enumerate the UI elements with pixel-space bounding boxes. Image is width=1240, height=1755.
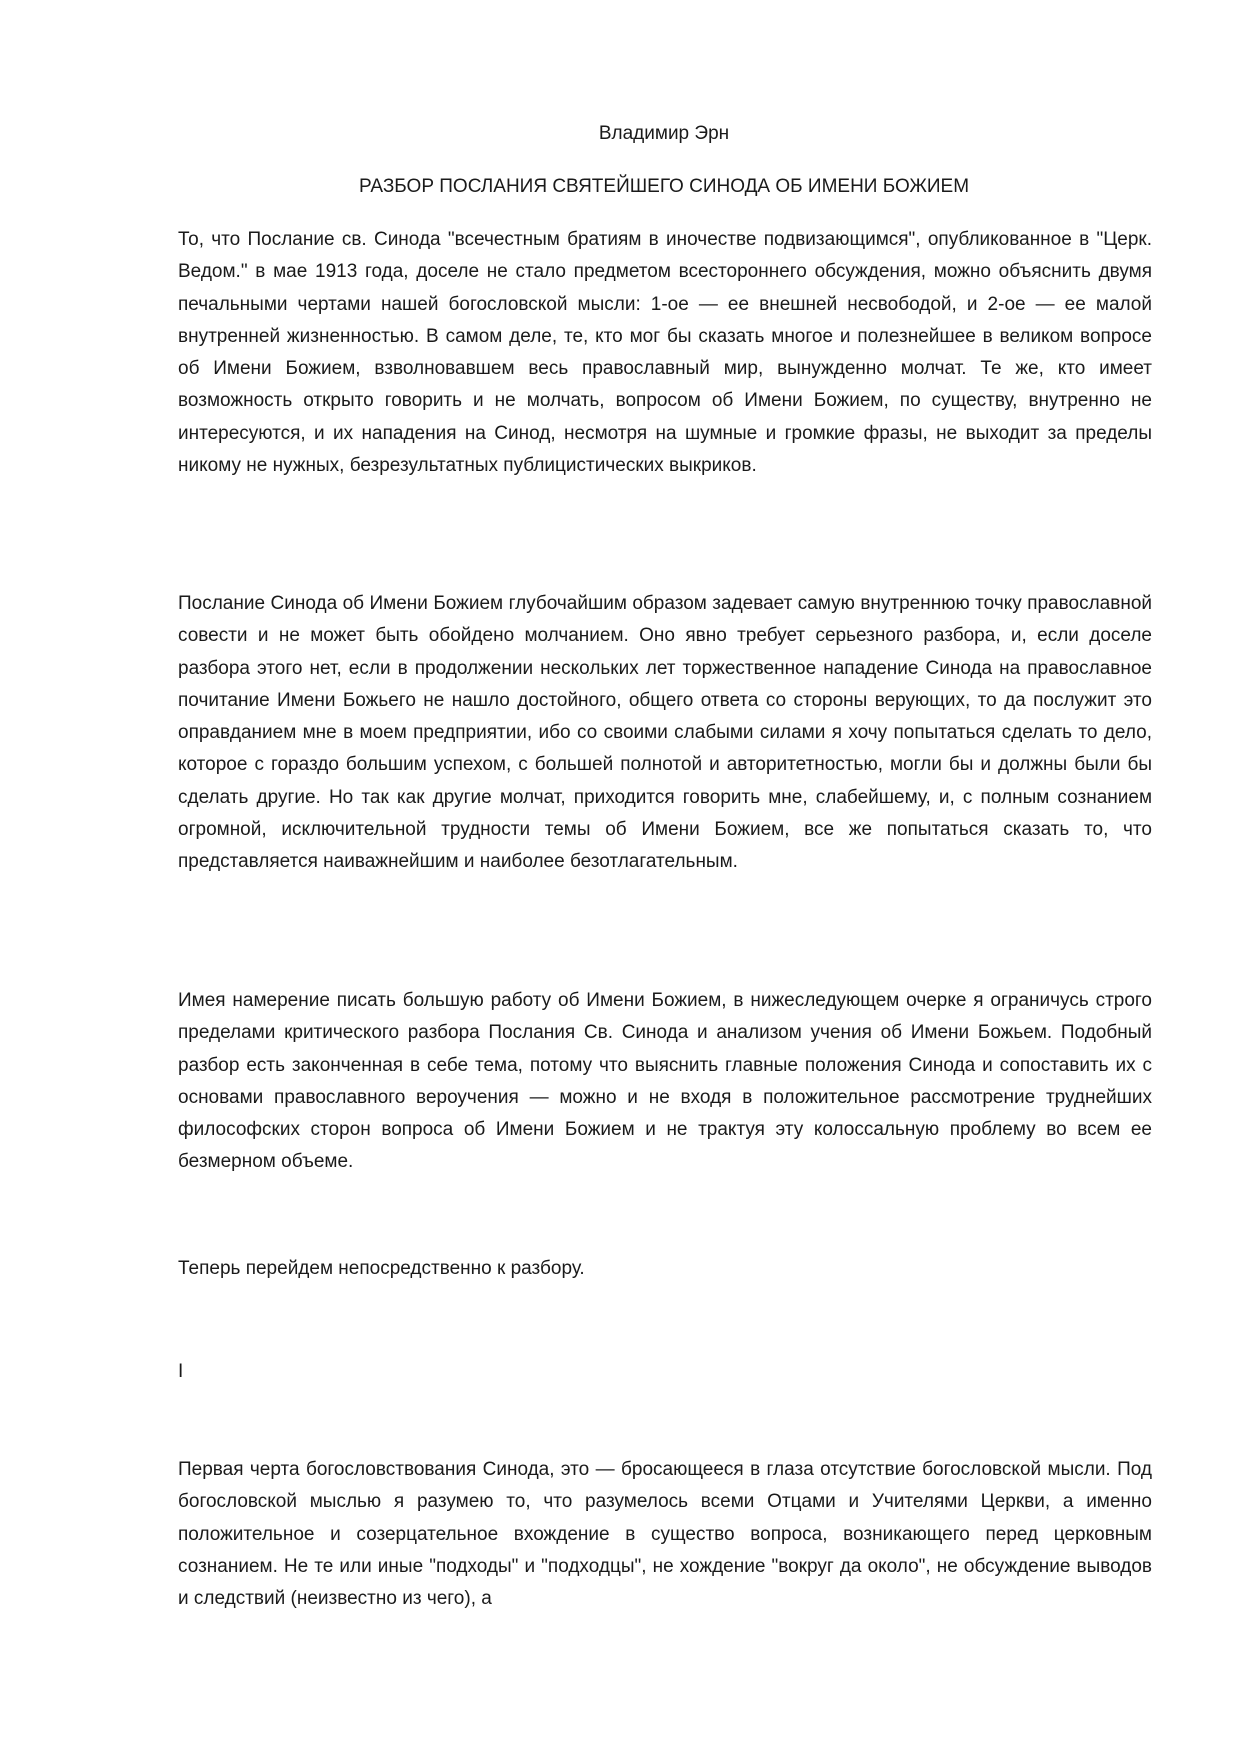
- paragraph-1: То, что Послание св. Синода "всечестным братиям в иночестве подвизающимся", опубликованное в "Церк. Ведом." в мае 1913 года, доселе не стало предметом всестороннего обсуждения, можно объяснить двумя печальными чертами нашей богословской мысли: 1-ое — ее внешней несвободой, и 2-ое — ее малой внутренней жизненностью. В самом деле, те, кто мог бы сказать многое и полезнейшее в великом вопросе об Имени Божием, взволновавшем весь православный мир, вынужденно молчат. Те же, кто имеет возможность открыто говорить и не молчать, вопросом об Имени Божием, по существу, внутренно не интересуются, и их нападения на Синод, несмотря на шумные и громкие фразы, не выходит за пределы никому не нужных, безрезультатных публицистических выкриков.: [178, 229, 1152, 477]
- author-name: Владимир Эрн: [598, 123, 730, 144]
- paragraph-4: Теперь перейдем непосредственно к разбору.: [178, 1258, 585, 1279]
- paragraph-5: Первая черта богословствования Синода, это — бросающееся в глаза отсутствие богословской мысли. Под богословской мыслью я разумею то, что разумелось всеми Отцами и Учителями Церкви, а именно положительное и созерцательное вхождение в существо вопроса, возникающего перед церковным сознанием. Не те или иные "подходы" и "подходцы", не хождение "вокруг да около", не обсуждение выводов и следствий (неизвестно из чего), а: [178, 1459, 1152, 1610]
- paragraph-2: Послание Синода об Имени Божием глубочайшим образом задевает самую внутреннюю точку православной совести и не может быть обойдено молчанием. Оно явно требует серьезного разбора, и, если доселе разбора этого нет, если в продолжении нескольких лет торжественное нападение Синода на православное почитание Имени Божьего не нашло достойного, общего ответа со стороны верующих, то да послужит это оправданием мне в моем предприятии, ибо со своими слабыми силами я хочу попытаться сделать то дело, которое с гораздо большим успехом, с большей полнотой и авторитетностью, могли бы и должны были бы сделать другие. Но так как другие молчат, приходится говорить мне, слабейшему, и, с полным сознанием огромной, исключительной трудности темы об Имени Божием, все же попытаться сказать то, что представляется наиважнейшим и наиболее безотлагательным.: [178, 593, 1152, 873]
- document-title: РАЗБОР ПОСЛАНИЯ СВЯТЕЙШЕГО СИНОДА ОБ ИМЕНИ БОЖИЕМ: [358, 176, 970, 197]
- section-number: I: [178, 1361, 184, 1382]
- paragraph-3: Имея намерение писать большую работу об Имени Божием, в нижеследующем очерке я ограничусь строго пределами критического разбора Послания Св. Синода и анализом учения об Имени Божьем. Подобный разбор есть законченная в себе тема, потому что выяснить главные положения Синода и сопоставить их с основами православного вероучения — можно и не входя в положительное рассмотрение труднейших философских сторон вопроса об Имени Божием и не трактуя эту колоссальную проблему во всем ее безмерном объеме.: [178, 990, 1152, 1173]
